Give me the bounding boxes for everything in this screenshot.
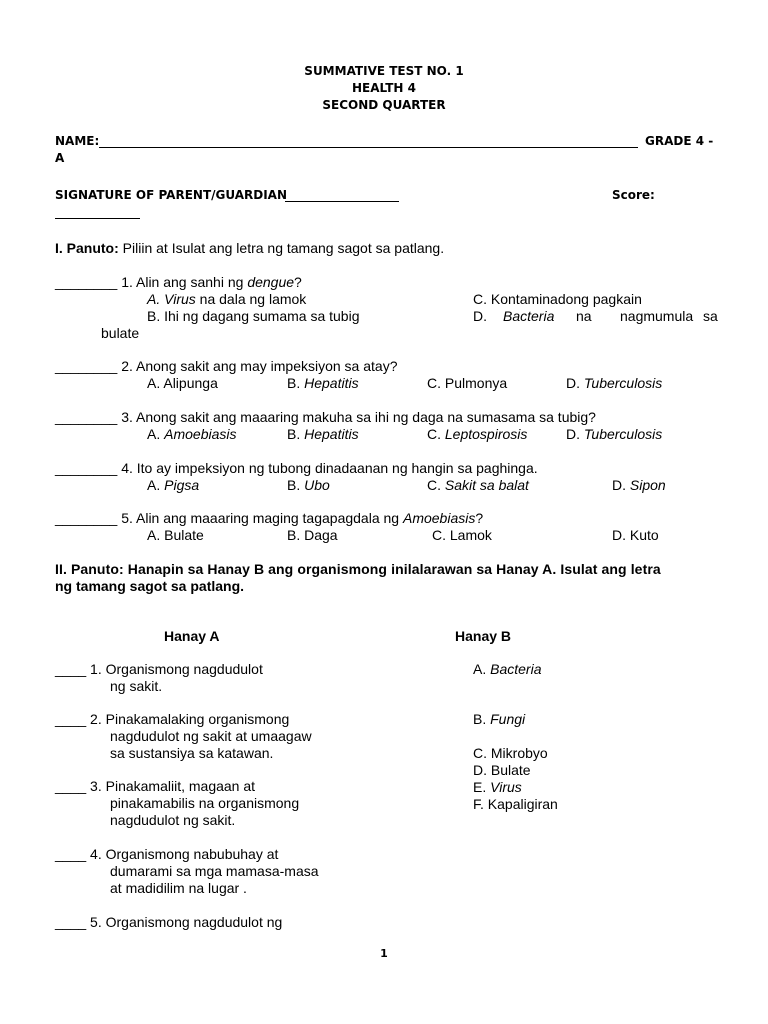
choice-letter: C.	[427, 426, 441, 442]
question-number: 3.	[121, 409, 133, 425]
hanay-b-choice	[473, 762, 531, 778]
choice-d	[566, 426, 662, 442]
item-number: 5.	[90, 914, 102, 930]
choice-letter: A.	[473, 661, 487, 677]
choice-c: C. Lamok	[432, 527, 492, 543]
choice-text: Mikrobyo	[490, 745, 548, 761]
part1-instruction	[55, 240, 444, 256]
question-4	[55, 460, 538, 476]
match-item-5	[55, 914, 282, 930]
choice-letter: B.	[287, 477, 301, 493]
choice-text: Tuberculosis	[583, 426, 663, 442]
match-item-2	[55, 711, 289, 727]
choice-c	[427, 426, 527, 442]
question-text: Anong sakit ang maaaring makuha sa ihi ng daga na sumasama sa tubig?	[136, 409, 596, 425]
question-end: ?	[475, 510, 484, 526]
question-5	[55, 510, 483, 526]
choice-letter: A.	[147, 477, 161, 493]
choice-letter: C.	[473, 745, 487, 761]
choice-d-letter: D.	[473, 308, 487, 324]
answer-blank[interactable]: ________	[55, 510, 118, 526]
choice-text: Bacteria	[490, 661, 542, 677]
item-text: ng sakit.	[110, 678, 163, 694]
name-label: NAME:	[55, 134, 100, 148]
signature-field[interactable]	[285, 201, 399, 202]
choice-d	[612, 477, 666, 493]
choice-letter: F.	[473, 796, 484, 812]
item-text: sa sustansiya sa katawan.	[110, 745, 274, 761]
question-number: 1.	[121, 274, 133, 290]
choice-a: A. Bulate	[147, 527, 204, 543]
answer-blank[interactable]: ____	[55, 711, 87, 727]
choice-b	[287, 375, 359, 391]
test-subject: HEALTH 4	[352, 81, 416, 95]
question-text: Ito ay impeksiyon ng tubong dinadaanan ng hangin sa paghinga.	[136, 460, 538, 476]
choice-d-word: na	[576, 308, 592, 324]
match-item-3	[55, 778, 255, 794]
choice-letter: A.	[147, 426, 161, 442]
choice-text: Sakit sa balat	[444, 477, 529, 493]
choice-d-word: nagmumula	[620, 308, 694, 324]
answer-blank[interactable]: ________	[55, 274, 118, 290]
choice-b	[287, 477, 330, 493]
hanay-b-title: Hanay B	[455, 628, 512, 644]
choice-text: Pigsa	[164, 477, 200, 493]
choice-b	[147, 308, 359, 324]
question-text: Alin ang sanhi ng	[136, 274, 244, 290]
question-number: 5.	[121, 510, 133, 526]
question-text: Alin ang maaaring maging tagapagdala ng	[136, 510, 400, 526]
hanay-b-choice	[473, 711, 525, 727]
choice-letter: D.	[473, 762, 487, 778]
test-title: SUMMATIVE TEST NO. 1	[304, 64, 464, 78]
page-number: 1	[380, 947, 388, 960]
answer-blank[interactable]: ________	[55, 358, 118, 374]
choice-text: Pulmonya	[444, 375, 508, 391]
answer-blank[interactable]: ____	[55, 661, 87, 677]
choice-letter: D.	[566, 426, 580, 442]
item-text: Organismong nagdudulot	[105, 661, 263, 677]
choice-letter: A.	[147, 375, 161, 391]
choice-c-letter: C.	[473, 291, 487, 307]
choice-d-wrap: bulate	[101, 325, 140, 341]
choice-b-text: Ihi ng dagang sumama sa tubig	[164, 308, 360, 324]
part1-text: Piliin at Isulat ang letra ng tamang sagot sa patlang.	[122, 240, 445, 256]
choice-text: Alipunga	[163, 375, 218, 391]
choice-c	[473, 291, 642, 307]
choice-text: Tuberculosis	[583, 375, 663, 391]
name-field[interactable]	[99, 147, 638, 148]
choice-text: Amoebiasis	[164, 426, 237, 442]
item-number: 3.	[90, 778, 102, 794]
choice-d	[566, 375, 662, 391]
choice-letter: D.	[612, 477, 626, 493]
answer-blank[interactable]: ________	[55, 409, 118, 425]
part2-instruction-line2: ng tamang sagot sa patlang.	[55, 578, 245, 594]
choice-text: Hepatitis	[304, 375, 359, 391]
choice-a	[147, 375, 218, 391]
item-text: Organismong nagdudulot ng	[105, 914, 283, 930]
question-term: Amoebiasis	[402, 510, 476, 526]
choice-text: Sipon	[629, 477, 666, 493]
choice-b	[287, 426, 359, 442]
choice-a	[147, 426, 237, 442]
choice-text: Virus	[490, 779, 522, 795]
hanay-b-choice	[473, 796, 558, 812]
score-field[interactable]	[55, 218, 140, 219]
choice-letter: C.	[427, 477, 441, 493]
answer-blank[interactable]: ________	[55, 460, 118, 476]
choice-a-rest: na dala ng lamok	[199, 291, 307, 307]
match-item-1	[55, 661, 263, 677]
item-text: pinakamabilis na organismong	[110, 795, 300, 811]
choice-b: B. Daga	[287, 527, 338, 543]
choice-letter: B.	[287, 375, 301, 391]
hanay-b-choice	[473, 745, 548, 761]
score-label: Score:	[612, 188, 655, 202]
item-number: 4.	[90, 846, 102, 862]
choice-text: Bulate	[490, 762, 531, 778]
question-3	[55, 409, 596, 425]
signature-label: SIGNATURE OF PARENT/GUARDIAN	[55, 188, 288, 202]
grade-label: GRADE 4 -	[645, 134, 714, 148]
grade-section: A	[55, 151, 65, 165]
part1-heading: I. Panuto:	[55, 240, 119, 256]
item-text: Organismong nabubuhay at	[105, 846, 279, 862]
choice-text: Fungi	[490, 711, 526, 727]
question-1	[55, 274, 302, 290]
item-text: Pinakamalaking organismong	[105, 711, 290, 727]
question-term: dengue	[247, 274, 295, 290]
answer-blank[interactable]: ____	[55, 778, 87, 794]
choice-a	[147, 477, 199, 493]
item-text: nagdudulot ng sakit.	[110, 812, 236, 828]
choice-letter: D.	[566, 375, 580, 391]
item-text: Pinakamaliit, magaan at	[105, 778, 256, 794]
part2-instruction-line1: II. Panuto: Hanapin sa Hanay B ang organismong inilalarawan sa Hanay A. Isulat ang letra	[55, 561, 661, 577]
choice-text: Leptospirosis	[444, 426, 528, 442]
choice-a-term: Virus	[164, 291, 196, 307]
item-text: nagdudulot ng sakit at umaagaw	[110, 728, 312, 744]
choice-c	[427, 477, 529, 493]
choice-a-letter: A.	[147, 291, 161, 307]
question-number: 4.	[121, 460, 133, 476]
item-text: dumarami sa mga mamasa-masa	[110, 863, 319, 879]
choice-c-text: Kontaminadong pagkain	[490, 291, 642, 307]
choice-letter: E.	[473, 779, 487, 795]
choice-letter: C.	[427, 375, 441, 391]
hanay-b-choice	[473, 661, 541, 677]
choice-c	[427, 375, 507, 391]
choice-text: Kapaligiran	[487, 796, 558, 812]
question-number: 2.	[121, 358, 133, 374]
match-item-4	[55, 846, 278, 862]
item-number: 2.	[90, 711, 102, 727]
item-text: at madidilim na lugar .	[110, 880, 247, 896]
choice-a	[147, 291, 306, 307]
choice-d: D. Kuto	[612, 527, 659, 543]
question-end: ?	[294, 274, 302, 290]
choice-d-term: Bacteria	[503, 308, 555, 324]
choice-text: Ubo	[304, 477, 330, 493]
answer-blank[interactable]: ____	[55, 914, 87, 930]
choice-text: Hepatitis	[304, 426, 359, 442]
item-number: 1.	[90, 661, 102, 677]
hanay-b-choice	[473, 779, 522, 795]
hanay-a-title: Hanay A	[164, 628, 220, 644]
choice-b-letter: B.	[147, 308, 161, 324]
test-quarter: SECOND QUARTER	[322, 98, 446, 112]
choice-letter: B.	[473, 711, 487, 727]
question-text: Anong sakit ang may impeksiyon sa atay?	[136, 358, 398, 374]
question-2	[55, 358, 397, 374]
choice-d-word: sa	[703, 308, 718, 324]
choice-letter: B.	[287, 426, 301, 442]
answer-blank[interactable]: ____	[55, 846, 87, 862]
